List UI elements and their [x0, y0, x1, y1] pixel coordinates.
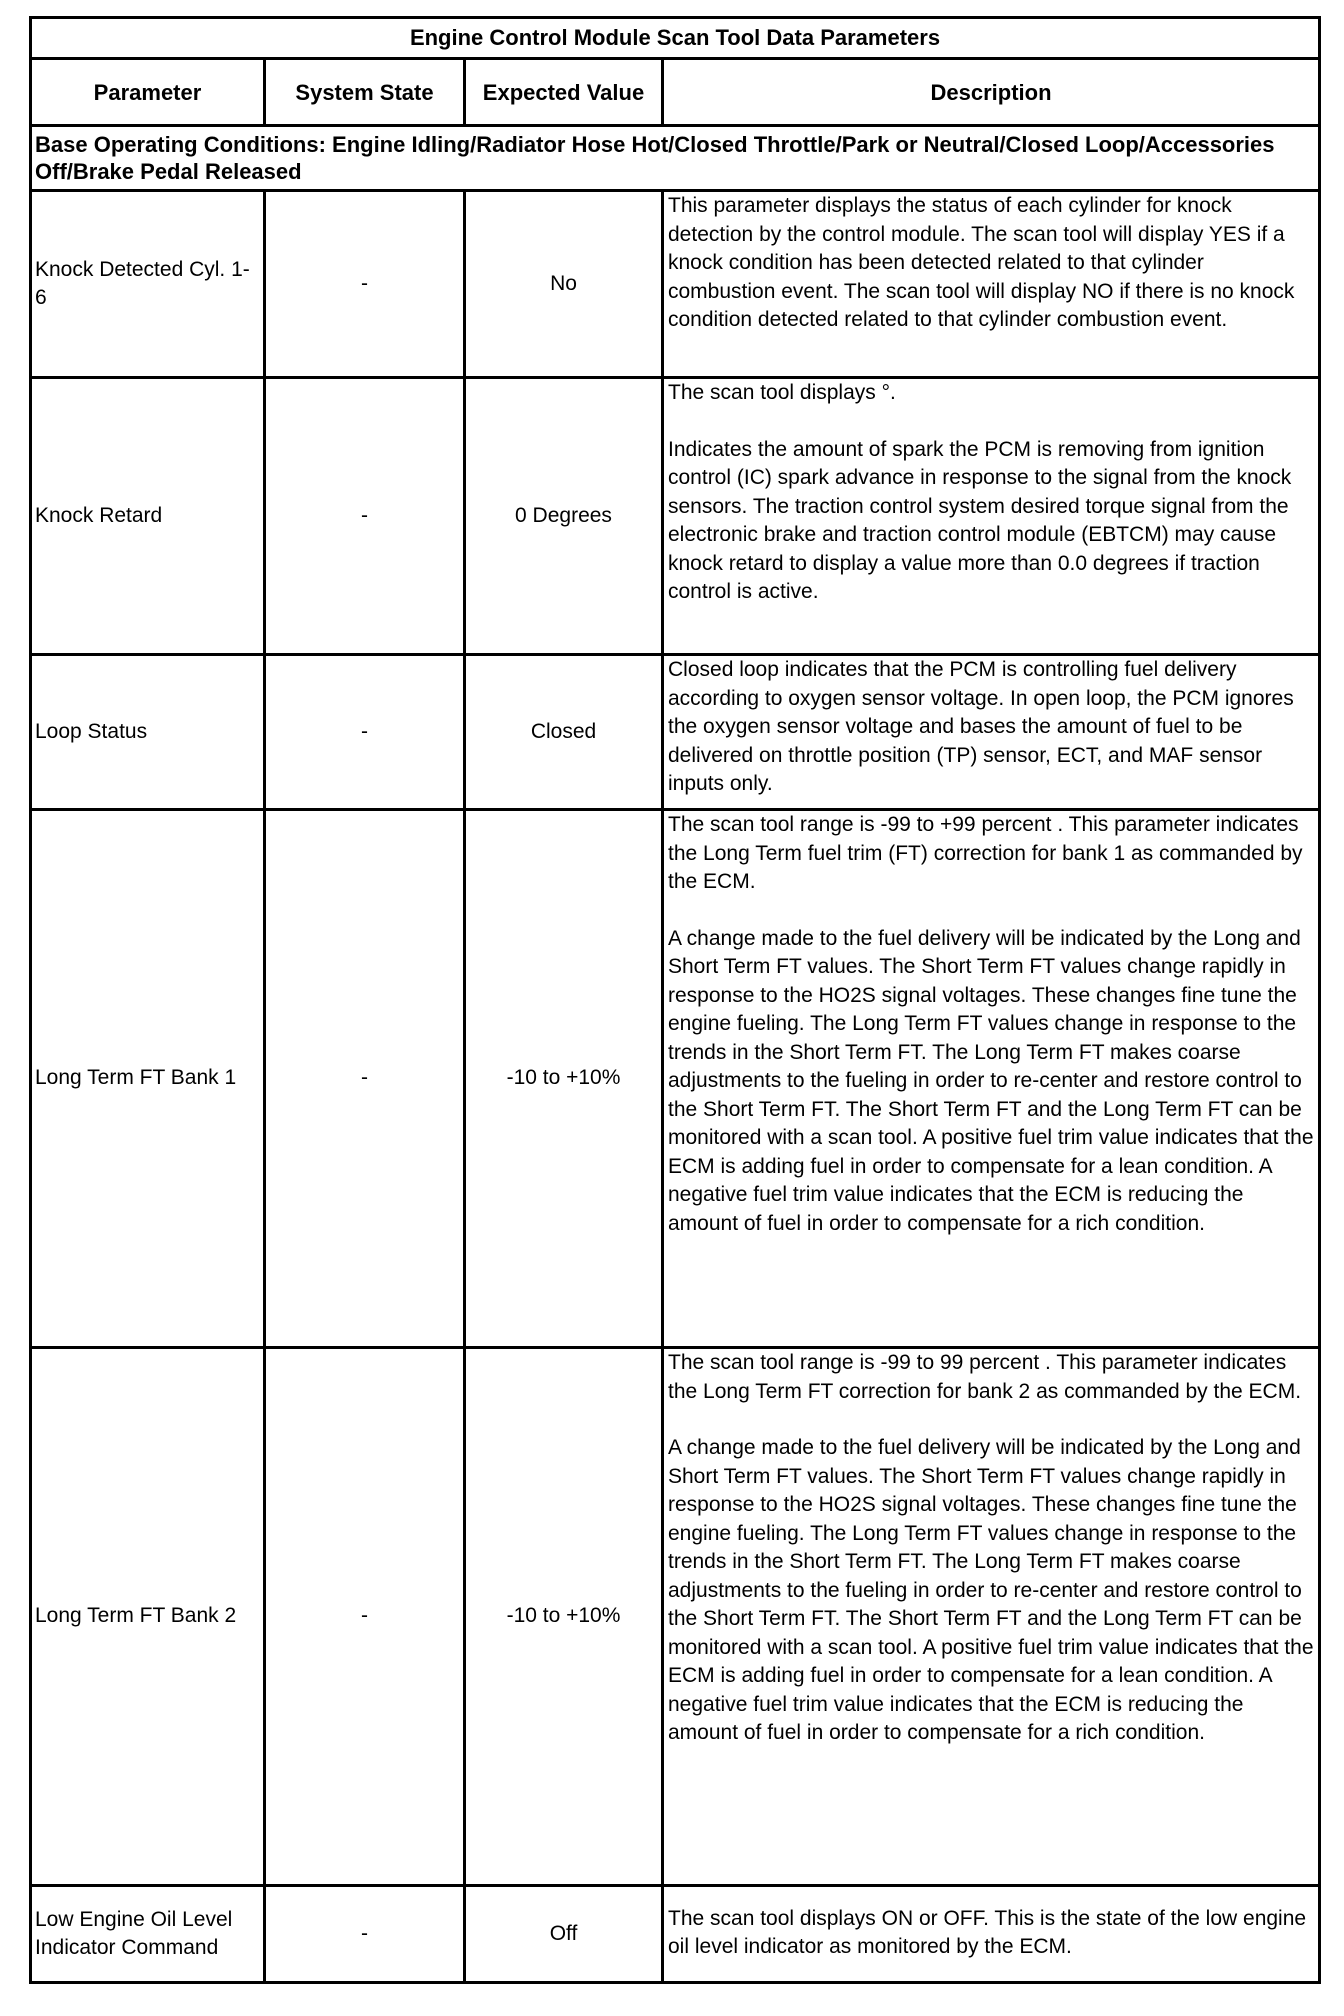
- table-row: [31, 378, 1320, 655]
- description-paragraph: The scan tool displays °.: [668, 381, 896, 404]
- parameter-cell: Low Engine Oil Level Indicator Command: [31, 1886, 265, 1983]
- parameter-cell: Loop Status: [31, 655, 265, 810]
- expected-value-cell: No: [465, 191, 663, 378]
- header-description: Description: [663, 59, 1320, 126]
- header-expected-value: Expected Value: [465, 59, 663, 126]
- expected-value-cell: Closed: [465, 655, 663, 810]
- header-row: [31, 59, 1320, 126]
- system-state-cell: -: [265, 810, 465, 1348]
- header-system-state: System State: [265, 59, 465, 126]
- description-cell: [663, 191, 1320, 378]
- system-state-cell: -: [265, 1348, 465, 1886]
- system-state-cell: -: [265, 655, 465, 810]
- table-row: [31, 810, 1320, 1348]
- table-row: [31, 655, 1320, 810]
- description-cell: [663, 378, 1320, 655]
- parameter-cell: Knock Retard: [31, 378, 265, 655]
- description-cell: [663, 655, 1320, 810]
- description-paragraph: This parameter displays the status of each cylinder for knock detection by the control module. The scan tool will display YES if a knock condition has been detected related to that cylinder combustion event. The scan tool will display NO if there is no knock condition detected related to that cylinder combustion event.: [668, 194, 1295, 331]
- table-title-row: [31, 18, 1320, 59]
- system-state-cell: -: [265, 378, 465, 655]
- table-row: [31, 191, 1320, 378]
- expected-value-cell: -10 to +10%: [465, 1348, 663, 1886]
- description-cell: [663, 810, 1320, 1348]
- parameter-cell: Long Term FT Bank 1: [31, 810, 265, 1348]
- expected-value-cell: -10 to +10%: [465, 810, 663, 1348]
- base-conditions: Base Operating Conditions: Engine Idling/Radiator Hose Hot/Closed Throttle/Park or Neutral/Closed Loop/Accessories Off/Brake Pedal Released: [31, 126, 1320, 191]
- scan-tool-data-table: [29, 16, 1321, 1984]
- base-conditions-row: [31, 126, 1320, 191]
- description-paragraph: A change made to the fuel delivery will be indicated by the Long and Short Term FT values. The Short Term FT values change rapidly in response to the HO2S signal voltages. These changes fine tune the engine fueling. The Long Term FT values change in response to the trends in the Short Term FT. The Long Term FT makes coarse adjustments to the fueling in order to re-center and restore control to the Short Term FT. The Short Term FT and the Long Term FT can be monitored with a scan tool. A positive fuel trim value indicates that the ECM is adding fuel in order to compensate for a lean condition. A negative fuel trim value indicates that the ECM is reducing the amount of fuel in order to compensate for a rich condition.: [668, 1436, 1314, 1744]
- description-paragraph: The scan tool range is -99 to 99 percent . This parameter indicates the Long Term FT correction for bank 2 as commanded by the ECM.: [668, 1351, 1302, 1403]
- expected-value-cell: 0 Degrees: [465, 378, 663, 655]
- header-parameter: Parameter: [31, 59, 265, 126]
- table-row: [31, 1348, 1320, 1886]
- table-title: Engine Control Module Scan Tool Data Parameters: [31, 18, 1320, 59]
- description-paragraph: A change made to the fuel delivery will be indicated by the Long and Short Term FT values. The Short Term FT values change rapidly in response to the HO2S signal voltages. These changes fine tune the engine fueling. The Long Term FT values change in response to the trends in the Short Term FT. The Long Term FT makes coarse adjustments to the fueling in order to re-center and restore control to the Short Term FT. The Short Term FT and the Long Term FT can be monitored with a scan tool. A positive fuel trim value indicates that the ECM is adding fuel in order to compensate for a lean condition. A negative fuel trim value indicates that the ECM is reducing the amount of fuel in order to compensate for a rich condition.: [668, 926, 1314, 1235]
- description-cell: [663, 1348, 1320, 1886]
- parameter-cell: Knock Detected Cyl. 1-6: [31, 191, 265, 378]
- table-row: [31, 1886, 1320, 1983]
- description-paragraph: The scan tool range is -99 to +99 percent . This parameter indicates the Long Term fuel trim (FT) correction for bank 1 as commanded by the ECM.: [668, 813, 1303, 893]
- parameter-cell: Long Term FT Bank 2: [31, 1348, 265, 1886]
- description-paragraph: Closed loop indicates that the PCM is controlling fuel delivery according to oxygen sensor voltage. In open loop, the PCM ignores the oxygen sensor voltage and bases the amount of fuel to be delivered on throttle position (TP) sensor, ECT, and MAF sensor inputs only.: [668, 658, 1294, 795]
- system-state-cell: -: [265, 1886, 465, 1983]
- expected-value-cell: Off: [465, 1886, 663, 1983]
- description-paragraph: The scan tool displays ON or OFF. This is the state of the low engine oil level indicator as monitored by the ECM.: [668, 1906, 1307, 1958]
- system-state-cell: -: [265, 191, 465, 378]
- description-paragraph: Indicates the amount of spark the PCM is removing from ignition control (IC) spark advance in response to the signal from the knock sensors. The traction control system desired torque signal from the electronic brake and traction control module (EBTCM) may cause knock retard to display a value more than 0.0 degrees if traction control is active.: [668, 437, 1292, 603]
- description-cell: [663, 1886, 1320, 1983]
